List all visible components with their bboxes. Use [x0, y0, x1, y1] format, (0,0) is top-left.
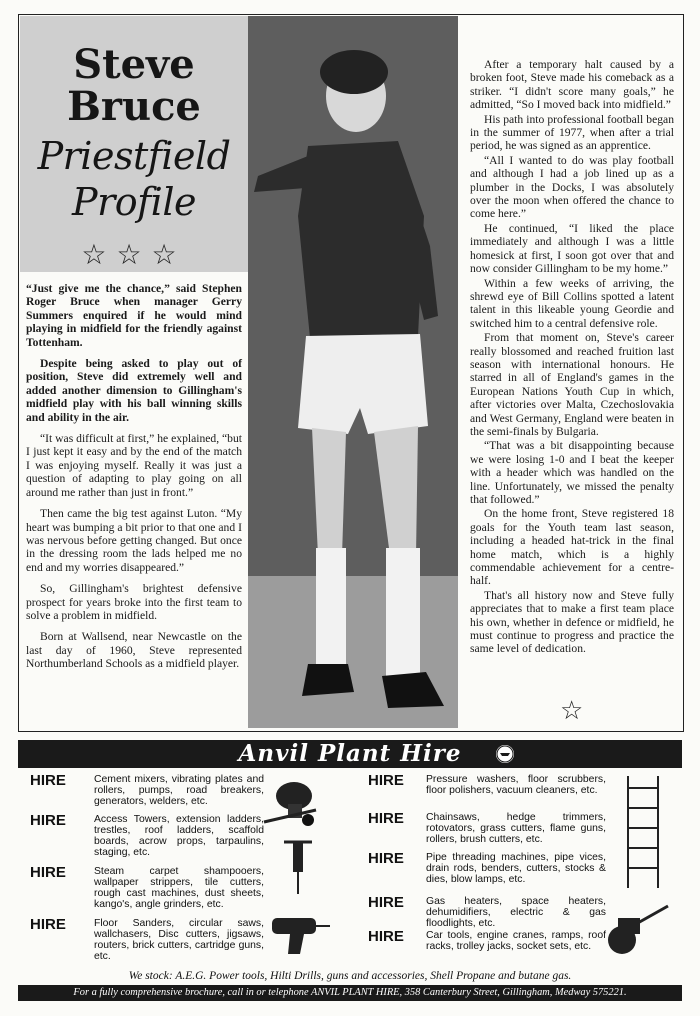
article-paragraph: Then came the big test against Luton. “My heart was bumping a bit prior to that one and I was nervous before getting changed. But once in the dressing room the lads helped me no end and my worries disappeared.”: [26, 507, 242, 574]
left-column: [20, 16, 248, 728]
end-star-icon: ☆: [560, 696, 584, 725]
article-paragraph: So, Gillingham's brightest defensive prospect for years broke into the first team to solve a problem in midfield.: [26, 582, 242, 622]
article-paragraph: That's all history now and Steve fully appreciates that to make a first team place his own, whether in defence or midfield, he must continue to progress and practice the same level of dedication.: [470, 588, 674, 656]
scaffold-tower-icon: [624, 774, 662, 890]
article-paragraph: Despite being asked to play out of position, Steve did extremely well and added another dimension to Gillingham's midfield play with his ball winning skills and ability in the air.: [26, 357, 242, 424]
hire-description: Pressure washers, floor scrubbers, floor polishers, vacuum cleaners, etc.: [426, 774, 606, 796]
hire-description: Pipe threading machines, pipe vices, drain rods, benders, cutters, stocks & dies, blow lamps, etc.: [426, 852, 606, 885]
rating-stars: ☆☆☆: [81, 240, 187, 271]
article-paragraph: “That was a bit disappointing because we were losing 1-0 and I beat the keeper with a header which was handled on the line. Unfortunately, we missed the penalty that followed.”: [470, 439, 674, 506]
hire-label: HIRE: [30, 916, 66, 933]
hire-label: HIRE: [368, 894, 404, 911]
hire-label: HIRE: [368, 928, 404, 945]
rotovator-icon: [596, 898, 672, 962]
advert-title: Anvil Plant Hire: [238, 740, 462, 767]
hire-description: Cement mixers, vibrating plates and rollers, pumps, road breakers, generators, welders, etc.: [94, 774, 264, 807]
article-paragraph: “Just give me the chance,” said Stephen Roger Bruce when manager Gerry Summers enquired if he would mind playing in midfield for the friendly against Tottenham.: [26, 282, 242, 349]
article-paragraph: “All I wanted to do was play football and although I had a job lined up as a plumber in the Docks, I was absolutely over the moon when offered the chance to come here.”: [470, 153, 674, 221]
hire-description: Steam carpet shampooers, wallpaper strippers, tile cutters, rough cast machines, dust sheets, kango's, angle grinders, etc.: [94, 866, 264, 910]
advert-banner: [18, 740, 682, 768]
article-paragraph: Born at Wallsend, near Newcastle on the last day of 1960, Steve represented Northumberland Schools as a midfield player.: [26, 630, 242, 671]
cement-mixer-icon: [258, 774, 328, 830]
left-article-text: [26, 282, 242, 679]
article-paragraph: “It was difficult at first,” he explained, “but I just kept it easy and by the end of the match I was enjoying myself. Really it was just a question of adapting to play going on all around me rather than just in front.”: [26, 432, 242, 499]
article-paragraph: Within a few weeks of arriving, the shrewd eye of Bill Collins spotted a latent talent in this likeable young Geordie and switched him to a central defensive role.: [470, 276, 674, 330]
player-silhouette-image: [248, 16, 458, 728]
article-paragraph: From that moment on, Steve's career really blossomed and reached fruition last season with international honours. He starred in all of England's games in the European Nations Youth Cup in which, after victories over Malta, Czechoslovakia and West Germany, England were beaten in the semi-finals by Bulgaria.: [470, 331, 674, 438]
article-paragraph: On the home front, Steve registered 18 goals for the Youth team last season, including a headed hat-trick in the final home match, which is a highly commendable achievement for a centre-half.: [470, 507, 674, 588]
hire-description: Floor Sanders, circular saws, wallchasers, Disc cutters, jigsaws, routers, brick cutters, cartridge guns, etc.: [94, 918, 264, 962]
hire-label: HIRE: [30, 772, 66, 789]
player-photo: [248, 16, 458, 728]
hire-label: HIRE: [30, 812, 66, 829]
hire-description: Car tools, engine cranes, ramps, roof racks, trolley jacks, socket sets, etc.: [426, 930, 606, 952]
subtitle-profile: Profile: [72, 180, 196, 224]
article-paragraph: His path into professional football began in the summer of 1977, when after a trial period, he was signed as an apprentice.: [470, 112, 674, 153]
title-first-name: Steve: [73, 41, 195, 88]
brochure-line: For a fully comprehensive brochure, call in or telephone ANVIL PLANT HIRE, 358 Canterbury Street, Gillingham, Medway 575221.: [18, 985, 682, 1001]
subtitle-priestfield: Priestfield: [37, 134, 231, 178]
title-surname: Bruce: [67, 83, 201, 130]
title-panel: [20, 16, 248, 272]
right-article-text: [470, 58, 674, 657]
article-paragraph: After a temporary halt caused by a broken foot, Steve made his comeback as a striker. “I didn't score many goals,” he admitted, “So I moved back into midfield.”: [470, 58, 674, 112]
hire-description: Chainsaws, hedge trimmers, rotovators, grass cutters, flame guns, rollers, brush cutters, etc.: [426, 812, 606, 845]
hire-description: Gas heaters, space heaters, dehumidifiers, electric & gas floodlights, etc.: [426, 896, 606, 929]
power-drill-icon: [268, 910, 332, 956]
article-paragraph: He continued, “I liked the place immediately and although I was a little homesick at first, I soon got over that and now consider Gillingham to be my home.”: [470, 221, 674, 276]
anvil-logo-icon: [496, 745, 514, 763]
road-breaker-icon: [280, 836, 316, 896]
hire-description: Access Towers, extension ladders, trestles, roof ladders, scaffold boards, acrow props, tarpaulins, staging, etc.: [94, 814, 264, 858]
hire-label: HIRE: [30, 864, 66, 881]
stock-line: We stock: A.E.G. Power tools, Hilti Drills, guns and accessories, Shell Propane and butane gas.: [128, 970, 572, 982]
hire-label: HIRE: [368, 850, 404, 867]
hire-label: HIRE: [368, 772, 404, 789]
hire-label: HIRE: [368, 810, 404, 827]
advert-grid: [18, 770, 682, 970]
